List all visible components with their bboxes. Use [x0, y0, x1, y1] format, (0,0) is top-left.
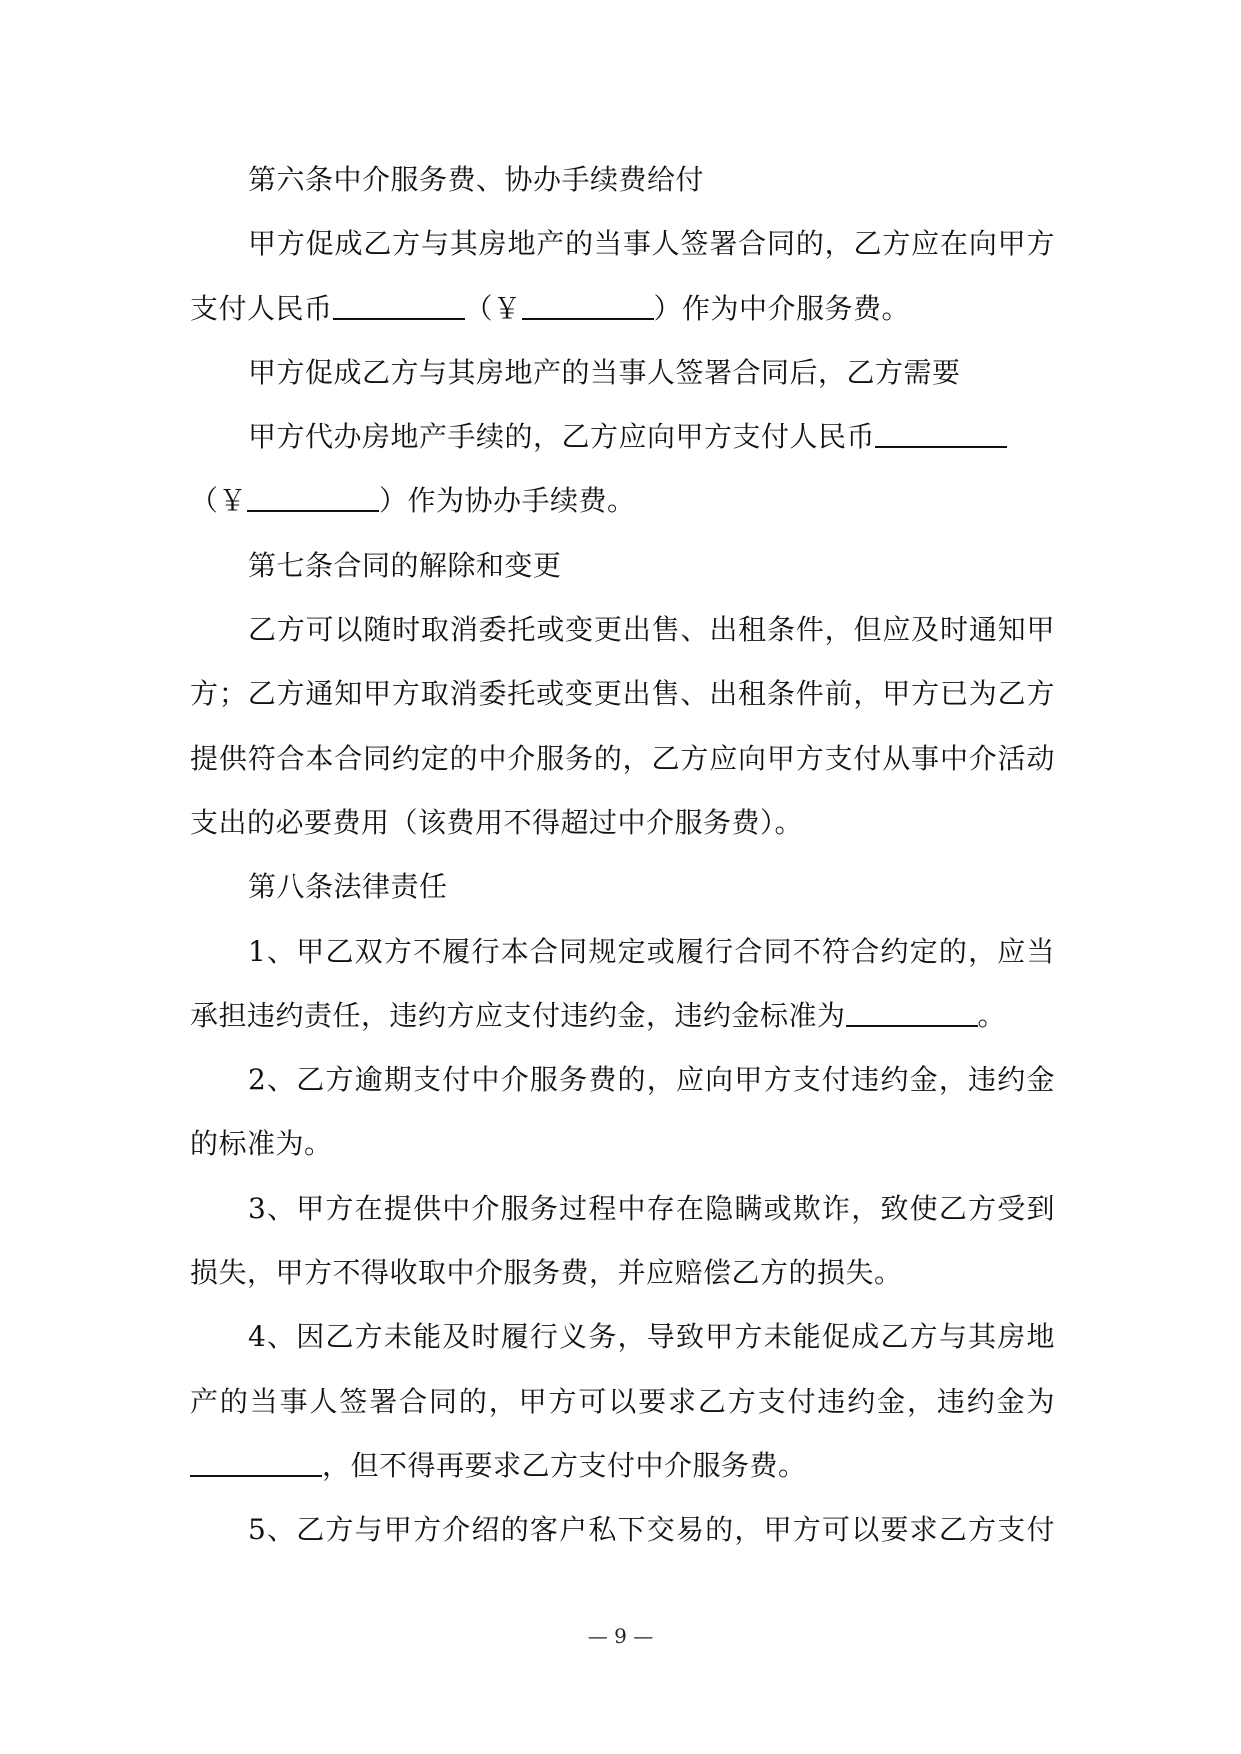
paragraph-line: 3、甲方在提供中介服务过程中存在隐瞒或欺诈，致使乙方受到 — [248, 1191, 1055, 1225]
paragraph-line: 甲方代办房地产手续的，乙方应向甲方支付人民币 — [190, 405, 1055, 469]
article-heading: 第八条法律责任 — [248, 870, 448, 904]
paragraph-line: 1、甲乙双方不履行本合同规定或履行合同不符合约定的，应当 — [248, 934, 1055, 968]
article-heading: 第六条中介服务费、协办手续费给付 — [248, 163, 705, 196]
fill-in-blank — [875, 420, 1007, 448]
paragraph-line: 提供符合本合同约定的中介服务的，乙方应向甲方支付从事中介活动 — [190, 741, 1055, 775]
fill-in-blank — [522, 292, 654, 320]
fill-in-blank — [247, 484, 379, 512]
paragraph-line: 损失，甲方不得收取中介服务费，并应赔偿乙方的损失。 — [190, 1256, 903, 1290]
paragraph-line: ，但不得再要求乙方支付中介服务费。 — [190, 1434, 1055, 1498]
paragraph-line: 支付人民币 （￥ ）作为中介服务费。 — [190, 291, 911, 325]
fill-in-blank — [190, 1449, 322, 1477]
fill-in-blank — [333, 292, 465, 320]
paragraph-line: 方；乙方通知甲方取消委托或变更出售、出租条件前，甲方已为乙方 — [190, 677, 1055, 711]
paragraph-line: （￥ ）作为协办手续费。 — [190, 484, 636, 518]
paragraph-line: 的标准为。 — [190, 1127, 333, 1161]
paragraph-line: 支出的必要费用（该费用不得超过中介服务费）。 — [190, 805, 804, 839]
paragraph-line: 2、乙方逾期支付中介服务费的，应向甲方支付违约金，违约金 — [248, 1063, 1055, 1097]
paragraph-line: 乙方可以随时取消委托或变更出售、出租条件，但应及时通知甲 — [248, 613, 1055, 647]
article-heading: 第七条合同的解除和变更 — [248, 548, 562, 582]
paragraph-line: 甲方促成乙方与其房地产的当事人签署合同后，乙方需要 — [248, 355, 961, 389]
paragraph-line: 产的当事人签署合同的，甲方可以要求乙方支付违约金，违约金为 — [190, 1384, 1055, 1418]
fill-in-blank — [846, 999, 978, 1027]
document-body — [190, 148, 1055, 1563]
paragraph-line: 甲方促成乙方与其房地产的当事人签署合同的，乙方应在向甲方 — [248, 227, 1055, 261]
paragraph-line: 承担违约责任，违约方应支付违约金，违约金标准为 。 — [190, 998, 1007, 1032]
page-number: — 9 — — [587, 1624, 654, 1648]
paragraph-line: 5、乙方与甲方介绍的客户私下交易的，甲方可以要求乙方支付 — [248, 1513, 1055, 1547]
paragraph-line: 4、因乙方未能及时履行义务，导致甲方未能促成乙方与其房地 — [248, 1320, 1055, 1354]
